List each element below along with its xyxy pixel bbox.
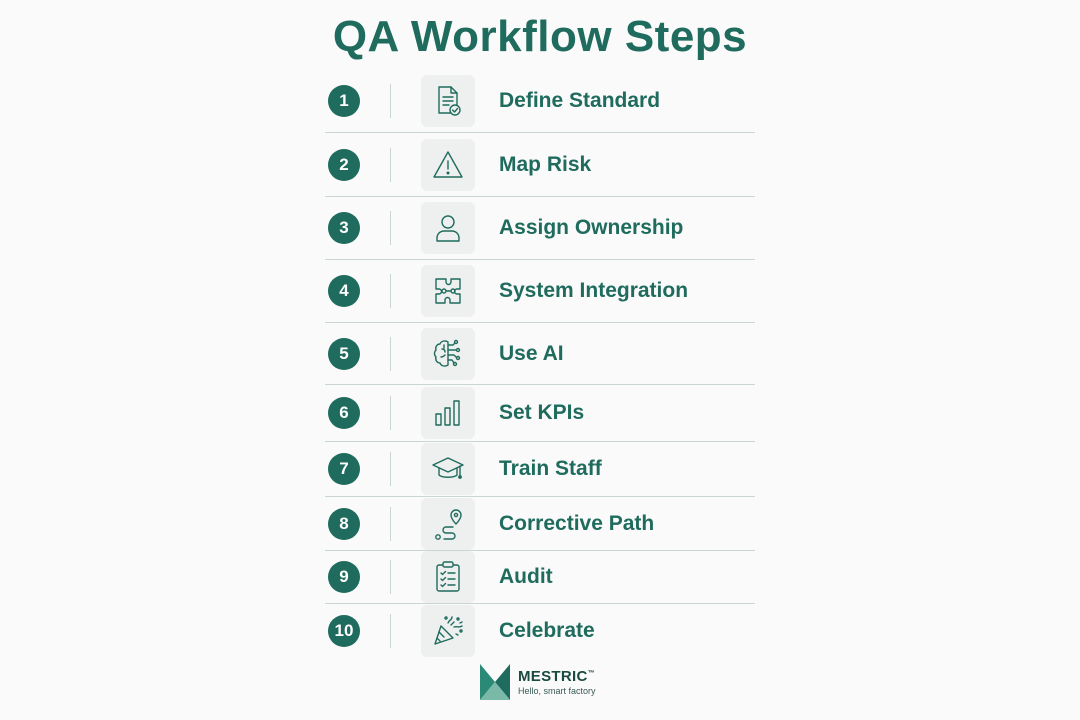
- divider: [390, 396, 391, 430]
- step-row-1: [325, 70, 755, 133]
- step-row-3: [325, 197, 755, 260]
- step-row-7: [325, 442, 755, 497]
- divider: [390, 507, 391, 541]
- step-label: Set KPIs: [499, 401, 585, 424]
- step-number: 1: [328, 85, 360, 117]
- tagline: Hello, smart factory: [518, 686, 596, 696]
- divider: [390, 84, 391, 118]
- page-title: QA Workflow Steps: [332, 12, 748, 61]
- step-number: 3: [328, 212, 360, 244]
- step-number: 10: [328, 615, 360, 647]
- puzzle-icon: [421, 265, 475, 317]
- step-number: 4: [328, 275, 360, 307]
- trademark: ™: [587, 670, 595, 677]
- step-label: Celebrate: [499, 619, 595, 642]
- step-row-6: [325, 385, 755, 442]
- step-row-10: [325, 604, 755, 658]
- logo-text: [518, 668, 596, 696]
- divider: [390, 560, 391, 594]
- brain-circuit-icon: [421, 328, 475, 380]
- step-number: 8: [328, 508, 360, 540]
- user-icon: [421, 202, 475, 254]
- step-label: Define Standard: [499, 89, 661, 112]
- step-label: Map Risk: [499, 152, 592, 176]
- step-label: Assign Ownership: [499, 216, 684, 239]
- clipboard-checklist-icon: [421, 551, 475, 603]
- step-row-2: [325, 133, 755, 197]
- divider: [390, 452, 391, 486]
- party-popper-icon: [421, 605, 475, 657]
- warning-icon: [421, 139, 475, 191]
- step-number: 2: [328, 149, 360, 181]
- step-row-8: [325, 497, 755, 551]
- step-label: Use AI: [499, 341, 564, 365]
- document-check-icon: [421, 75, 475, 127]
- step-row-9: [325, 551, 755, 604]
- step-number: 9: [328, 561, 360, 593]
- step-label: Corrective Path: [499, 511, 655, 535]
- route-pin-icon: [421, 498, 475, 550]
- step-label: Train Staff: [499, 457, 602, 480]
- divider: [390, 274, 391, 308]
- step-label: Audit: [499, 565, 553, 588]
- bar-chart-icon: [421, 387, 475, 439]
- brand-name: MESTRIC™: [518, 668, 595, 685]
- step-label: System Integration: [499, 279, 689, 302]
- mestric-logo-mark: [478, 662, 512, 702]
- divider: [390, 337, 391, 371]
- divider: [390, 614, 391, 648]
- step-row-4: [325, 260, 755, 323]
- graduation-cap-icon: [421, 443, 475, 495]
- steps-list: [325, 70, 755, 658]
- step-number: 5: [328, 338, 360, 370]
- step-number: 7: [328, 453, 360, 485]
- divider: [390, 148, 391, 182]
- divider: [390, 211, 391, 245]
- mestric-logo: [478, 662, 596, 702]
- step-number: 6: [328, 397, 360, 429]
- step-row-5: [325, 323, 755, 385]
